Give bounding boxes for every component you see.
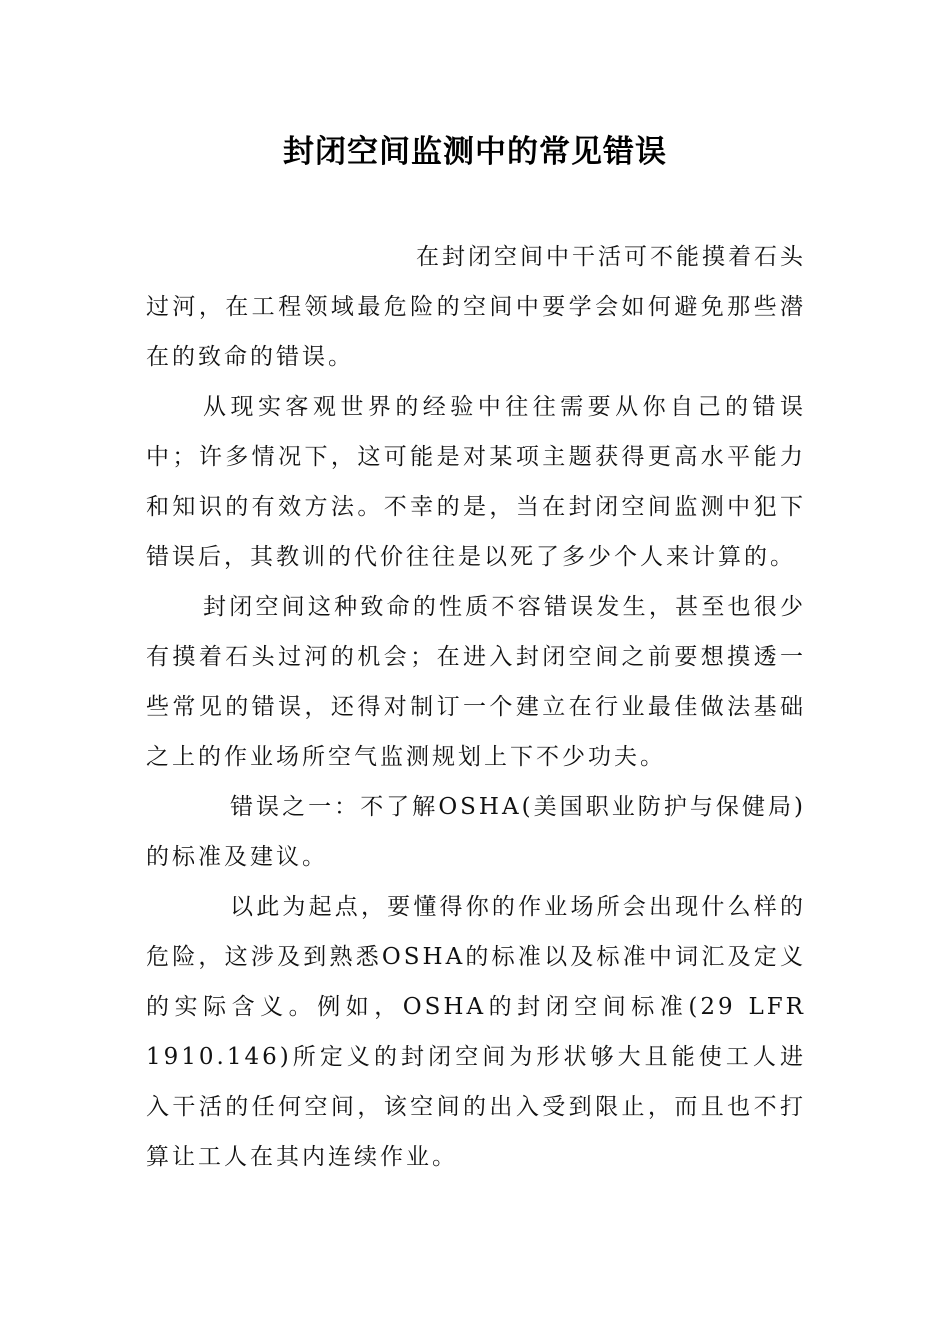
document-title: 封闭空间监测中的常见错误 xyxy=(283,134,667,170)
paragraph-osha-standard: 以此为起点，要懂得你的作业场所会出现什么样的危险，这涉及到熟悉OSHA的标准以及标准中词汇及定义的实际含义。例如，OSHA的封闭空间标准(29 LFR 1910.146)所定义的封闭空间为形状够大且能使工人进入干活的任何空间，该空间的出入受到限止，而且也不打算让工人在其内连续作业。 xyxy=(146,894,806,1170)
paragraph-intro: 在封闭空间中干活可不能摸着石头过河，在工程领域最危险的空间中要学会如何避免那些潜在的致命的错误。 xyxy=(146,244,806,370)
paragraph-experience: 从现实客观世界的经验中往往需要从你自己的错误中；许多情况下，这可能是对某项主题获得更高水平能力和知识的有效方法。不幸的是，当在封闭空间监测中犯下错误后，其教训的代价往往是以死了多少个人来计算的。 xyxy=(146,394,806,570)
document-body xyxy=(146,232,806,1182)
paragraph-mistake-one: 错误之一：不了解OSHA(美国职业防护与保健局)的标准及建议。 xyxy=(146,794,806,870)
paragraph-fatal-nature: 封闭空间这种致命的性质不容错误发生，甚至也很少有摸着石头过河的机会；在进入封闭空间之前要想摸透一些常见的错误，还得对制订一个建立在行业最佳做法基础之上的作业场所空气监测规划上下不少功夫。 xyxy=(146,594,806,770)
